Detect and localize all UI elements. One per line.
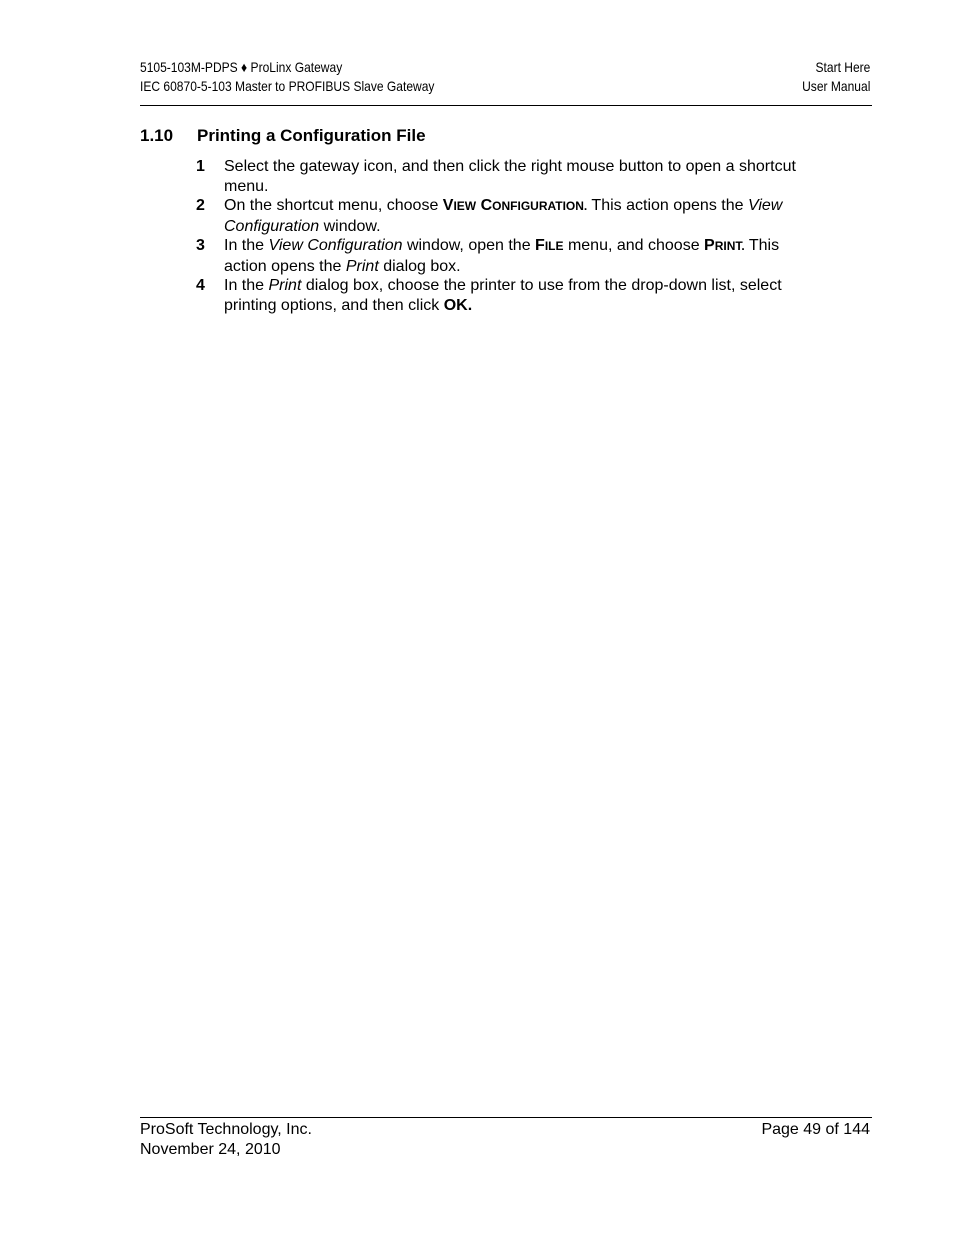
section-heading <box>140 126 426 146</box>
step-number: 1 <box>196 158 205 175</box>
menu-name-file: FILE <box>535 237 564 254</box>
header-rule <box>140 105 872 106</box>
list-item: 2 On the shortcut menu, choose VIEW CONFIGURATION. This action opens the View Configuration window. <box>196 197 783 235</box>
footer-rule <box>140 1117 872 1118</box>
list-item: 3 In the View Configuration window, open the FILE menu, and choose PRINT. This action opens the Print dialog box. <box>196 237 780 275</box>
page-number: Page 49 of 144 <box>761 1121 870 1138</box>
window-name: View Configuration <box>268 237 403 254</box>
header-product-subtitle: IEC 60870-5-103 Master to PROFIBUS Slave Gateway <box>140 78 435 94</box>
footer-left <box>140 1120 312 1159</box>
dialog-name: Print <box>268 277 302 294</box>
step-text: On the shortcut menu, choose <box>224 197 443 214</box>
header-product-line: 5105-103M-PDPS ♦ ProLinx Gateway <box>140 59 343 75</box>
section-number: 1.10 <box>140 126 174 145</box>
dialog-name: Print <box>345 257 379 275</box>
list-item: 4 In the Print dialog box, choose the printer to use from the drop-down list, select printing options, and then click OK. <box>196 277 782 314</box>
section-title: Printing a Configuration File <box>197 126 426 145</box>
step-text: Select the gateway icon, and then click the right mouse button to open a shortcut menu. <box>224 158 796 195</box>
header-chapter: Start Here <box>815 59 870 75</box>
window-name: View Configuration <box>224 197 783 235</box>
header-left <box>140 58 434 96</box>
header-doc-type: User Manual <box>801 78 870 94</box>
header-right <box>802 58 870 96</box>
step-number: 4 <box>196 277 205 294</box>
ok-command: OK. <box>443 296 473 314</box>
step-number: 2 <box>196 197 205 214</box>
menu-command-view: VIEW CONFIGURATION. <box>442 197 588 214</box>
footer-date: November 24, 2010 <box>140 1140 281 1158</box>
steps-list <box>196 157 816 315</box>
footer-company: ProSoft Technology, Inc. <box>140 1121 312 1138</box>
menu-command-print: PRINT. <box>704 237 745 254</box>
step-number: 3 <box>196 237 205 254</box>
list-item <box>196 157 816 196</box>
